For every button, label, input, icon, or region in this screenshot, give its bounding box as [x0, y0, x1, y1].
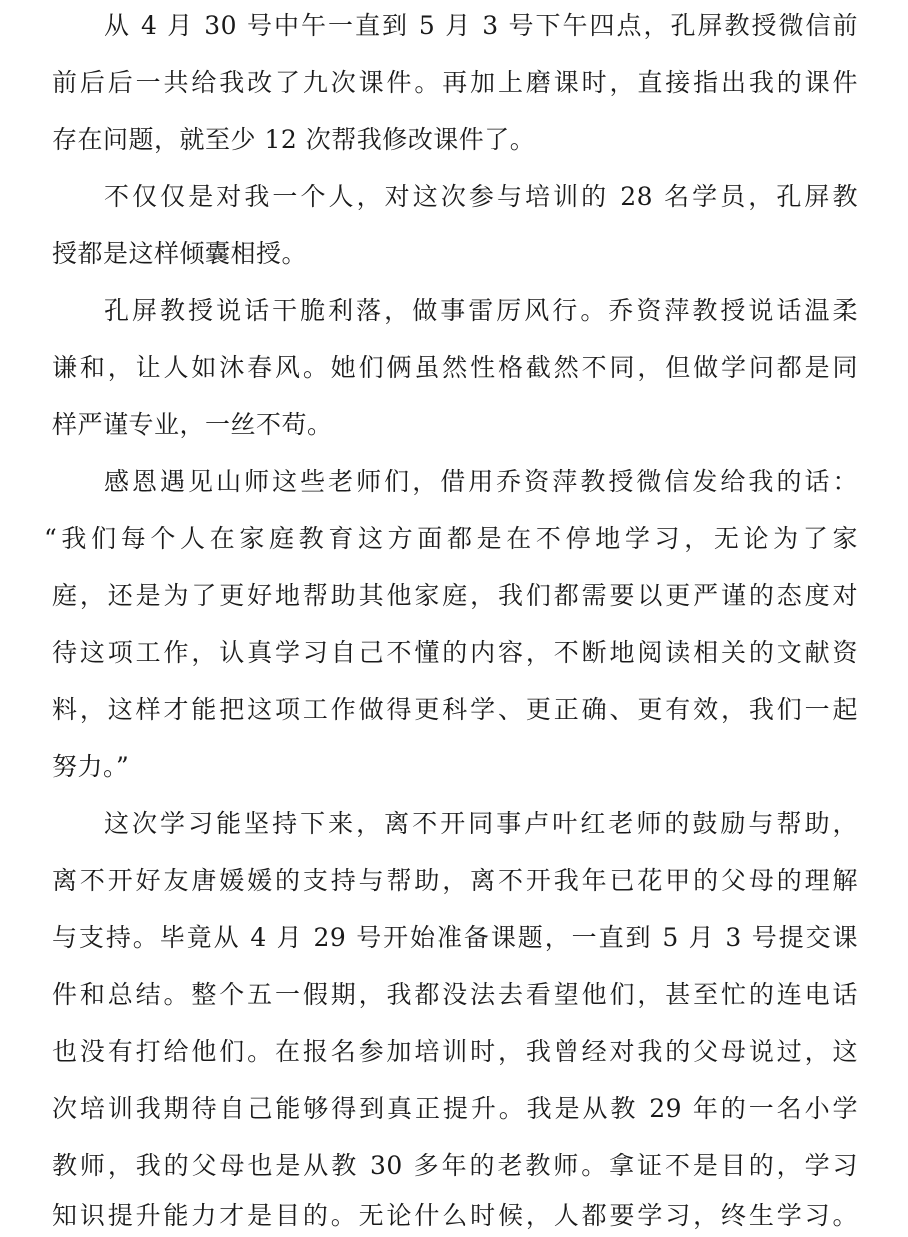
paragraph-5-line-3: 与支持。毕竟从 4 月 29 号开始准备课题，一直到 5 月 3 号提交课 [52, 923, 858, 952]
paragraph-3-line-2: 谦和，让人如沐春风。她们俩虽然性格截然不同，但做学问都是同 [52, 353, 858, 382]
paragraph-4-line-1: 感恩遇见山师这些老师们，借用乔资萍教授微信发给我的话： [104, 467, 858, 496]
paragraph-4-line-3: 庭，还是为了更好地帮助其他家庭，我们都需要以更严谨的态度对 [52, 581, 858, 610]
paragraph-5-line-4: 件和总结。整个五一假期，我都没法去看望他们，甚至忙的连电话 [52, 980, 858, 1009]
paragraph-4-line-2: “我们每个人在家庭教育这方面都是在不停地学习，无论为了家 [44, 524, 858, 553]
paragraph-1-line-3: 存在问题，就至少 12 次帮我修改课件了。 [52, 125, 536, 154]
paragraph-1-line-2: 前后后一共给我改了九次课件。再加上磨课时，直接指出我的课件 [52, 68, 858, 97]
paragraph-3-line-3: 样严谨专业，一丝不苟。 [52, 410, 333, 439]
paragraph-4-line-4: 待这项工作，认真学习自己不懂的内容，不断地阅读相关的文献资 [52, 638, 858, 667]
paragraph-4-line-6: 努力。” [52, 752, 130, 781]
paragraph-5-line-7: 教师，我的父母也是从教 30 多年的老教师。拿证不是目的，学习 [52, 1151, 858, 1180]
paragraph-2-line-1: 不仅仅是对我一个人，对这次参与培训的 28 名学员，孔屏教 [104, 182, 858, 211]
paragraph-1-line-1: 从 4 月 30 号中午一直到 5 月 3 号下午四点，孔屏教授微信前 [104, 11, 858, 40]
paragraph-2-line-2: 授都是这样倾囊相授。 [52, 239, 308, 268]
paragraph-5-line-8: 知识提升能力才是目的。无论什么时候，人都要学习，终生学习。 [52, 1201, 858, 1230]
paragraph-3-line-1: 孔屏教授说话干脆利落，做事雷厉风行。乔资萍教授说话温柔 [104, 296, 858, 325]
paragraph-5-line-1: 这次学习能坚持下来，离不开同事卢叶红老师的鼓励与帮助， [104, 809, 858, 838]
paragraph-5-line-5: 也没有打给他们。在报名参加培训时，我曾经对我的父母说过，这 [52, 1037, 858, 1066]
paragraph-4-line-5: 料，这样才能把这项工作做得更科学、更正确、更有效，我们一起 [52, 695, 858, 724]
paragraph-5-line-2: 离不开好友唐媛媛的支持与帮助，离不开我年已花甲的父母的理解 [52, 866, 858, 895]
paragraph-5-line-6: 次培训我期待自己能够得到真正提升。我是从教 29 年的一名小学 [52, 1094, 858, 1123]
